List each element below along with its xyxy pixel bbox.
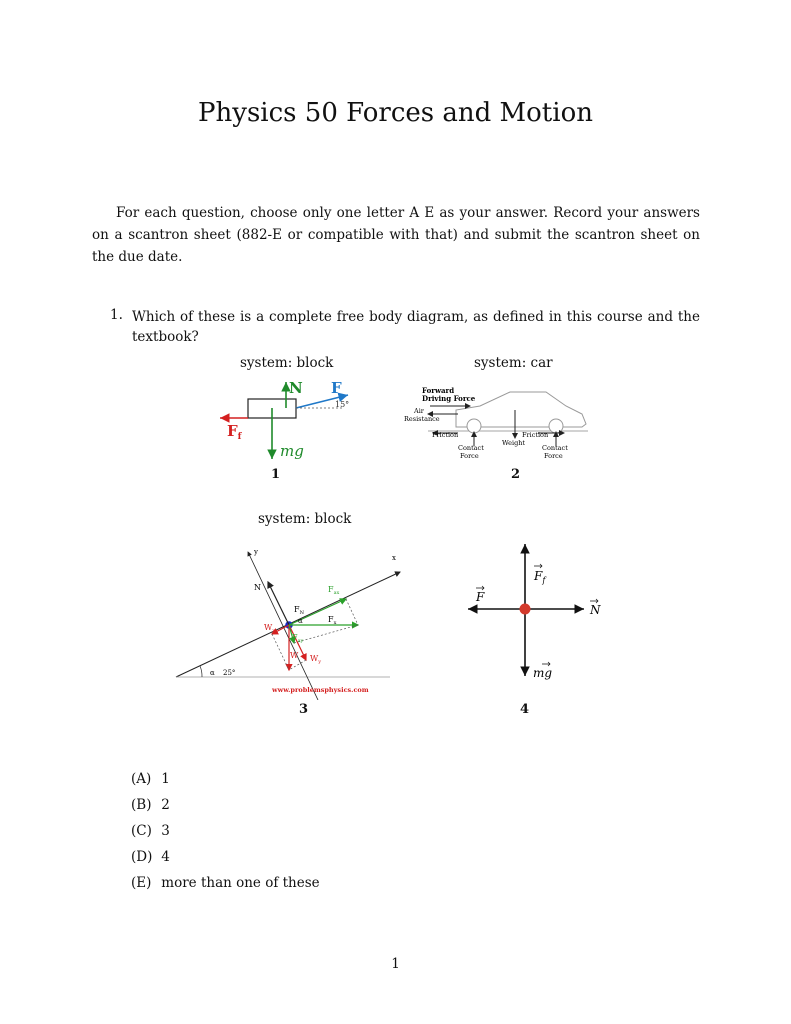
fig2-friction-left-label: Friction xyxy=(432,431,459,439)
fig4-n-label: N xyxy=(590,603,601,617)
choice-b[interactable] xyxy=(131,792,320,818)
fig4-number: 4 xyxy=(520,702,530,717)
choice-text: 4 xyxy=(161,849,170,865)
fig3-fx-label: $F_x$ xyxy=(328,615,337,626)
fig3-dashed-4 xyxy=(294,625,358,643)
fig2-forward-label-1: Forward xyxy=(422,386,455,395)
fig2-contact-left-label-1: Contact xyxy=(458,444,484,452)
fig2-forward-label-2: Driving Force xyxy=(422,394,476,403)
fig3-fax-label: $F_{ax}$ xyxy=(328,585,340,596)
fig1-applied-label: F xyxy=(331,379,342,397)
fig3-dashed-2 xyxy=(272,634,289,670)
choice-text: 1 xyxy=(161,771,170,787)
fig3-normal-arrow xyxy=(268,582,289,625)
fig2-contact-right-label-1: Contact xyxy=(542,444,568,452)
fig3-fn-label: $F_N$ xyxy=(294,605,304,616)
fig3-fay-label: $F_{ay}$ xyxy=(292,633,304,644)
choice-letter: (C) xyxy=(131,823,152,839)
fig3-y-axis xyxy=(248,552,318,700)
fig3-number: 3 xyxy=(299,702,309,717)
fig4-object-dot xyxy=(520,604,531,615)
fig3-angle-alpha-label: α xyxy=(210,669,215,677)
fig4-ff-vector-hat xyxy=(534,564,542,568)
fig3-alpha-label: α xyxy=(298,617,303,625)
choice-c[interactable] xyxy=(131,818,320,844)
page-title: Physics 50 Forces and Motion xyxy=(198,98,593,128)
page-number: 1 xyxy=(391,956,400,972)
choice-d[interactable] xyxy=(131,844,320,870)
fig2-system-label: system: car xyxy=(474,355,553,371)
question-text: Which of these is a complete free body diagram, as defined in this course and the textbook? xyxy=(132,309,700,345)
fig4-mg-label: mg xyxy=(533,666,553,680)
choice-text: 2 xyxy=(161,797,170,813)
fig1-system-label: system: block xyxy=(240,355,334,371)
fig1-normal-label: N xyxy=(289,379,303,397)
fig4-free-body-diagram xyxy=(462,538,612,688)
fig3-wy-label: $W_y$ xyxy=(310,654,322,665)
fig1-friction-label: $F_f$ xyxy=(227,422,242,442)
fig3-source-url: www.problemsphysics.com xyxy=(272,686,369,694)
fig2-contact-left-label-2: Force xyxy=(460,452,479,460)
fig4-ff-label: $F_f$ xyxy=(534,569,546,585)
fig3-wx-label: $W_x$ xyxy=(264,623,276,634)
fig2-rear-wheel xyxy=(467,419,481,433)
choice-letter: (B) xyxy=(131,797,152,813)
fig3-incline-diagram xyxy=(168,540,418,700)
choice-text: 3 xyxy=(161,823,170,839)
fig2-front-wheel xyxy=(549,419,563,433)
fig3-angle-arc xyxy=(200,666,202,677)
fig3-x-label: x xyxy=(392,554,396,562)
choice-e[interactable] xyxy=(131,870,320,896)
fig2-air-label-1: Air xyxy=(414,407,424,415)
choice-text: more than one of these xyxy=(161,875,320,891)
fig2-car-force-diagram xyxy=(398,378,598,464)
fig2-friction-right-label: Friction xyxy=(522,431,549,439)
question-number: 1. xyxy=(110,307,123,323)
answer-choices xyxy=(131,766,320,896)
fig1-number: 1 xyxy=(271,467,281,482)
fig3-w-label: W xyxy=(290,651,299,660)
instructions-paragraph: For each question, choose only one letter A E as your answer. Record your answers on a scantron sheet (882-E or compatible with that) and submit the scantron sheet on the due date. xyxy=(92,205,700,265)
choice-letter: (E) xyxy=(131,875,152,891)
fig1-free-body-diagram xyxy=(210,374,360,466)
fig2-contact-right-label-2: Force xyxy=(544,452,563,460)
fig1-angle-label: 15° xyxy=(335,400,350,409)
fig3-y-label: y xyxy=(254,548,258,556)
fig3-system-label: system: block xyxy=(258,511,352,527)
choice-a[interactable] xyxy=(131,766,320,792)
fig3-angle-label: 25° xyxy=(223,669,236,677)
fig2-weight-label: Weight xyxy=(502,439,526,447)
choice-letter: (D) xyxy=(131,849,153,865)
fig1-weight-label: mg xyxy=(280,442,304,460)
fig2-air-label-2: Resistance xyxy=(404,415,440,423)
fig4-f-label: F xyxy=(476,590,485,604)
fig2-number: 2 xyxy=(511,467,521,482)
fig3-dashed-1 xyxy=(346,599,358,625)
fig3-N-label: N xyxy=(254,583,261,592)
choice-letter: (A) xyxy=(131,771,152,787)
